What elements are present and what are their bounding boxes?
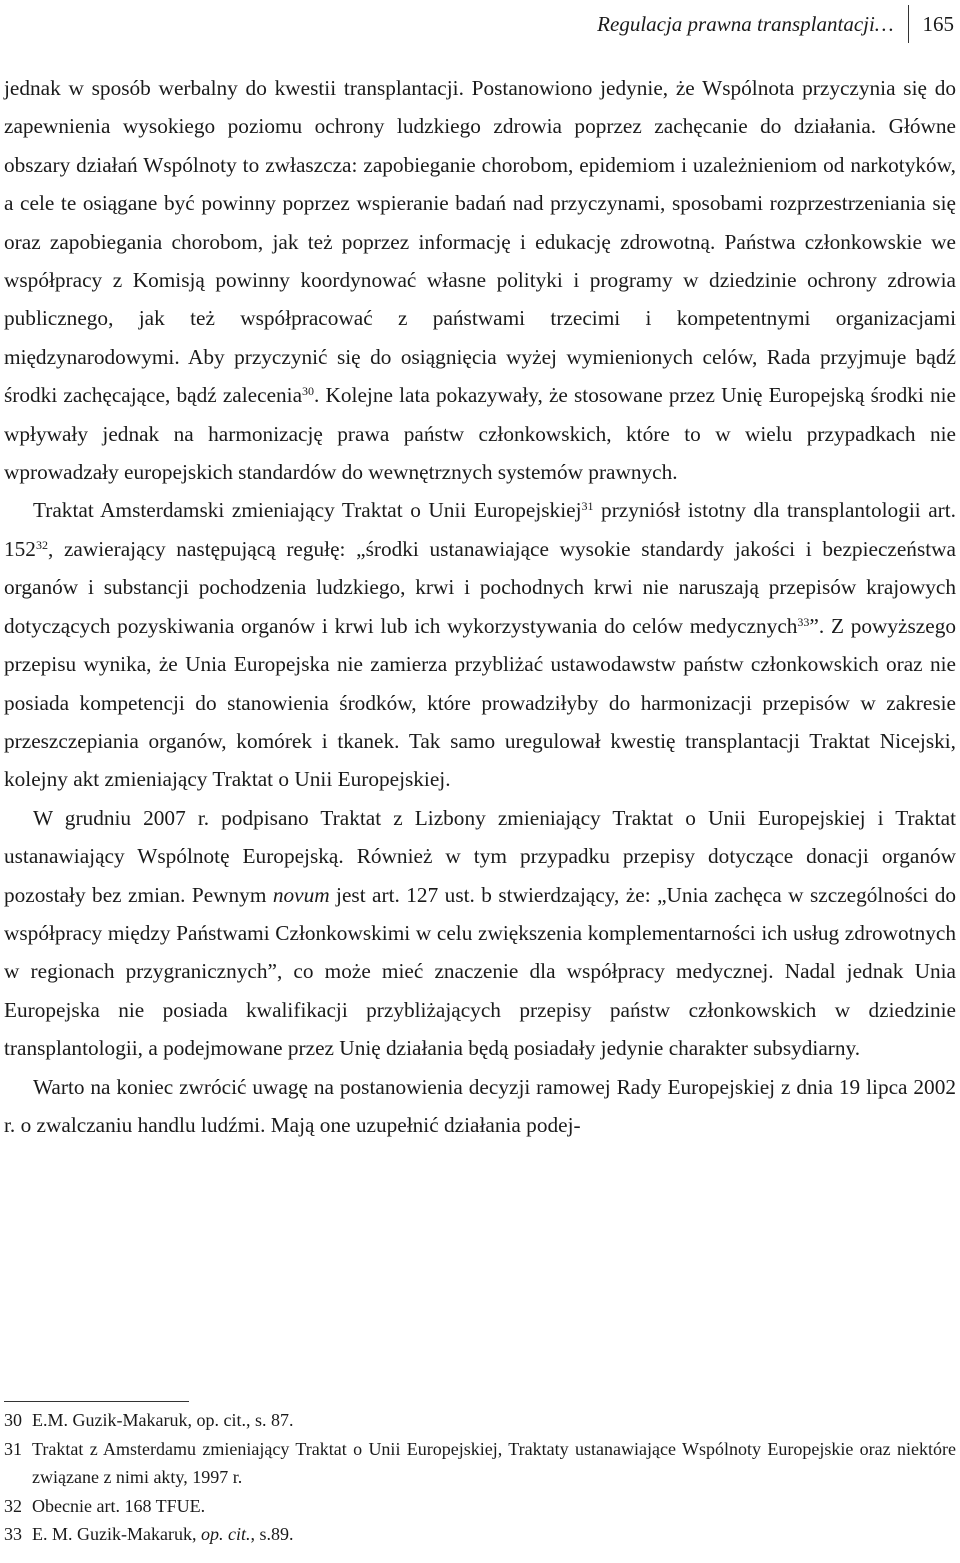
text-run: jest art. 127 ust. b stwierdzający, że: „Unia zachęca w szczególności do współpracy między Państwami Członkowskimi w celu zwiększenia komplementarności ich usług zdrowotnych w regionach przygranicznych”, co może mieć znaczenie dla współpracy medycznej. Nadal jednak Unia Europejska nie posiada kwalifikacji przybliżających przepisy państw członkowskich w dziedzinie transplantologii, a podejmowane przez Unię działania będą posiadały jedynie charakter subsydiarny. (4, 882, 956, 1061)
text-run: E.M. Guzik-Makaruk, op. cit., s. 87. (32, 1410, 294, 1430)
text-run: . Kolejne lata pokazywały, że stosowane przez Unię Europejską środki nie wpływały jednak na harmonizację prawa państw członkowskich, które to w wielu przypadkach nie wprowadzały europejskich standardów do wewnętrznych systemów prawnych. (4, 383, 957, 485)
page-number: 165 (922, 11, 954, 36)
footnote (4, 1435, 956, 1492)
footnote (4, 1520, 956, 1549)
footnote-text (32, 1492, 956, 1521)
paragraph (4, 491, 956, 798)
paragraph (4, 1068, 956, 1145)
footnote (4, 1492, 956, 1521)
footnote-reference: 33 (797, 614, 810, 629)
text-run: ”. Z powyższego przepisu wynika, że Unia Europejska nie zamierza przybliżać ustawodawstw państw członkowskich oraz nie posiada kompetencji do stanowienia środków, które prowadziłyby do harmonizacji przepisów w zakresie przeszczepiania organów, komórek i tkanek. Tak samo uregulował kwestię transplantacji Traktat Nicejski, kolejny akt zmieniający Traktat o Unii Europejskiej. (4, 613, 956, 792)
footnotes (4, 1406, 956, 1549)
footnote-number: 31 (4, 1438, 22, 1459)
footnote-reference: 32 (35, 537, 48, 552)
emphasis-text: novum (272, 882, 330, 907)
text-run: Warto na koniec zwrócić uwagę na postanowienia decyzji ramowej Rady Europejskiej z dnia 19 lipca 2002 r. o zwalczaniu handlu ludźmi. Mają one uzupełnić działania podej- (4, 1074, 956, 1137)
footnote-text (32, 1406, 956, 1435)
running-header (597, 6, 954, 42)
paragraph (4, 799, 956, 1068)
text-run: Traktat z Amsterdamu zmieniający Traktat o Unii Europejskiej, Traktaty ustanawiające Wspólnoty Europejskie oraz niektóre związane z nimi akty, 1997 r. (32, 1438, 956, 1488)
footnote (4, 1406, 956, 1435)
footnote-number: 32 (4, 1495, 22, 1516)
text-run: W grudniu 2007 r. podpisano Traktat z Lizbony zmieniający Traktat o Unii Europejskiej i Traktat ustanawiający Wspólnotę Europejską. Również w tym przypadku przepisy dotyczące donacji organów pozostały bez zmian. Pewnym (4, 805, 956, 907)
footnote-reference: 31 (581, 499, 594, 514)
footnote-reference: 30 (302, 384, 315, 399)
text-run: , zawierający następującą regułę: „środki ustanawiające wysokie standardy jakości i bezpieczeństwa organów i substancji pochodzenia ludzkiego, krwi i pochodnych krwi nie naruszają przepisów krajowych dotyczących pozyskiwania organów i krwi lub ich wykorzystywania do celów medycznych (4, 536, 956, 638)
text-run: , s.89. (250, 1524, 294, 1545)
footnote-separator (4, 1401, 189, 1402)
footnote-text (32, 1520, 956, 1549)
text-run: Traktat Amsterdamski zmieniający Traktat o Unii Europejskiej (33, 498, 582, 523)
body-text (4, 69, 956, 1144)
text-run: jednak w sposób werbalny do kwestii transplantacji. Postanowiono jedynie, że Wspólnota przyczynia się do zapewnienia wysokiego poziomu ochrony ludzkiego zdrowia poprzez zachęcanie do działania. Główne obszary działań Wspólnoty to zwłaszcza: zapobieganie chorobom, epidemiom i uzależnieniom od narkotyków, a cele te osiągane być powinny poprzez wspieranie badań nad przyczynami, sposobami rozprzestrzeniania się oraz zapobiegania chorobom, jak też poprzez informację i edukację zdrowotną. Państwa członkowskie we współpracy z Komisją powinny koordynować własne polityki i programy w dziedzinie ochrony zdrowia publicznego, jak też współpracować z państwami trzecimi i kompetentnymi organizacjami międzynarodowymi. Aby przyczynić się do osiągnięcia wyżej wymienionych celów, Rada przyjmuje bądź środki zachęcające, bądź zalecenia (4, 76, 956, 408)
text-run: Obecnie art. 168 TFUE. (32, 1495, 206, 1516)
text-run: E. M. Guzik-Makaruk, (32, 1524, 201, 1545)
text-run: przyniósł istotny dla transplantologii art. 152 (4, 498, 956, 561)
footnote-text (32, 1435, 956, 1492)
footnote-number: 30 (4, 1410, 22, 1430)
emphasis-text: op. cit. (200, 1524, 251, 1545)
paragraph (4, 69, 956, 491)
footnote-number: 33 (4, 1524, 22, 1545)
running-title: Regulacja prawna transplantacji… (597, 11, 894, 36)
